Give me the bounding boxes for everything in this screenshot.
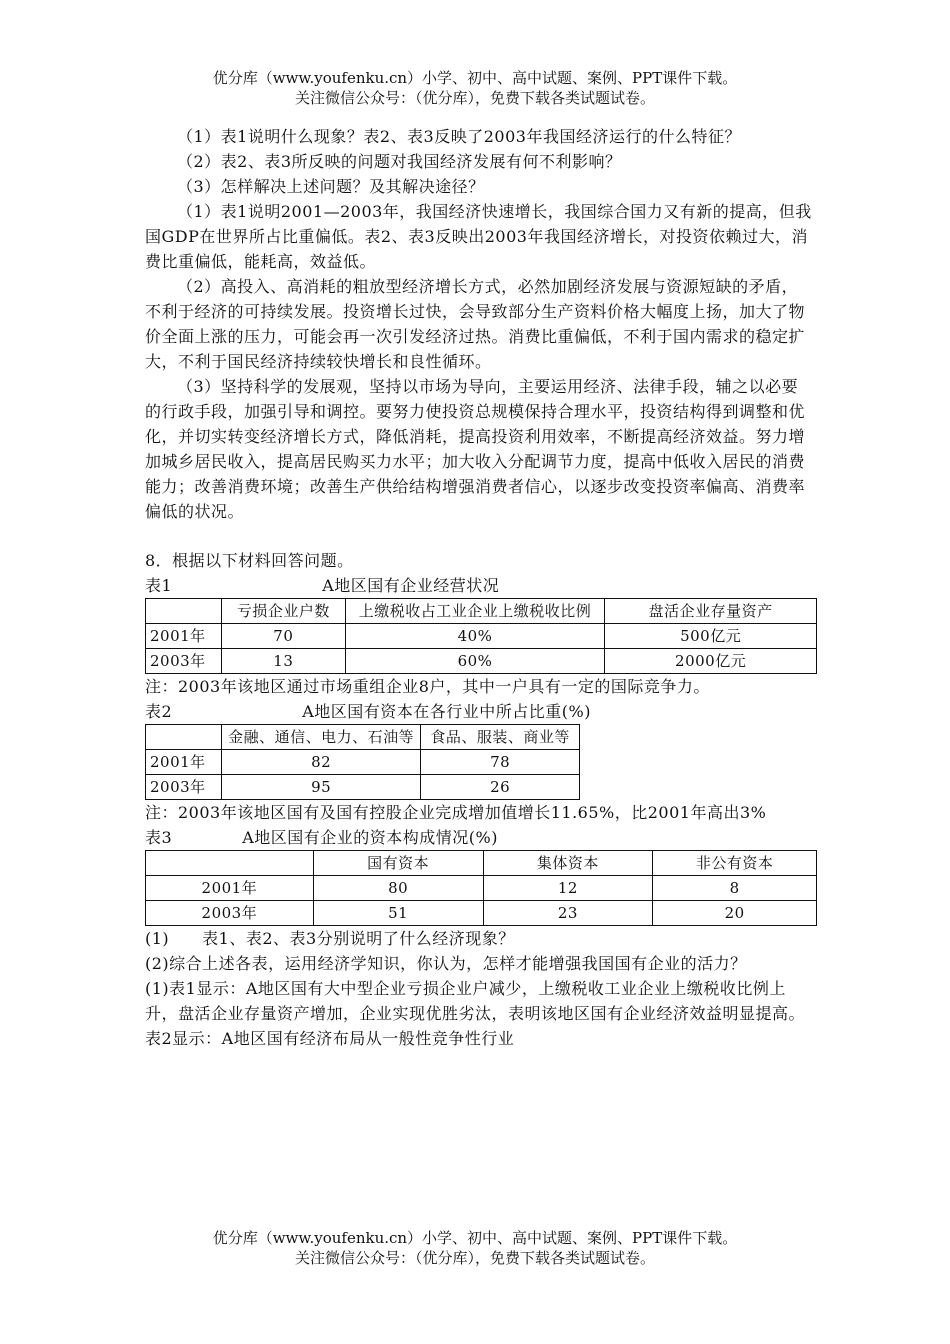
- table-row: [146, 649, 817, 674]
- table3-title: A地区国有企业的资本构成情况(%): [242, 828, 498, 847]
- table2-caption: [145, 699, 813, 724]
- table-cell: 2003年: [146, 649, 222, 674]
- table-header-cell: 非公有资本: [653, 851, 817, 876]
- page-footer: [0, 1228, 950, 1268]
- document-body: [145, 124, 813, 1051]
- table-header-cell: 上缴税收占工业企业上缴税收比例: [345, 599, 605, 624]
- table2-label: 表2: [145, 702, 173, 721]
- table-cell: 70: [221, 624, 345, 649]
- q7-question-2: （2）表2、表3所反映的问题对我国经济发展有何不利影响？: [177, 152, 622, 171]
- footer-line-2: 关注微信公众号：（优分库），免费下载各类试题试卷。: [294, 1249, 655, 1267]
- table-cell: 40%: [345, 624, 605, 649]
- table3: [145, 850, 817, 926]
- table-header-cell: 亏损企业户数: [221, 599, 345, 624]
- table-cell: 2001年: [146, 750, 222, 775]
- table-cell: 60%: [345, 649, 605, 674]
- page-header: [0, 68, 950, 108]
- q8-intro: 8．根据以下材料回答问题。: [145, 551, 354, 570]
- table1-note: 注：2003年该地区通过市场重组企业8户，其中一户具有一定的国际竞争力。: [145, 677, 710, 696]
- table-cell: 95: [221, 775, 420, 800]
- q8-question-1: (1) 表1、表2、表3分别说明了什么经济现象？: [145, 929, 515, 948]
- q8-answer: (1)表1显示：A地区国有大中型企业亏损企业户减少，上缴税收工业企业上缴税收比例上升，盘活企业存量资产增加，企业实现优胜劣汰，表明该地区国有企业经济效益明显提高。表2显示：A地区国有经济布局从一般性竞争性行业: [145, 979, 806, 1048]
- table-header-row: [146, 851, 817, 876]
- table-header-cell: 金融、通信、电力、石油等: [221, 725, 420, 750]
- table3-caption: [145, 825, 813, 850]
- table-row: [146, 750, 580, 775]
- table-cell: 26: [421, 775, 580, 800]
- table-header-cell: [146, 725, 222, 750]
- table-cell: 78: [421, 750, 580, 775]
- table-cell: 20: [653, 901, 817, 926]
- table-header-row: [146, 599, 817, 624]
- table-header-cell: 集体资本: [483, 851, 653, 876]
- table-cell: 8: [653, 876, 817, 901]
- table1-title: A地区国有企业经营状况: [322, 576, 500, 595]
- table-cell: 13: [221, 649, 345, 674]
- table-row: [146, 624, 817, 649]
- table-cell: 2003年: [146, 901, 314, 926]
- table-cell: 51: [313, 901, 483, 926]
- header-line-1: 优分库（www.youfenku.cn）小学、初中、高中试题、案例、PPT课件下载。: [212, 69, 738, 87]
- table-header-cell: [146, 599, 222, 624]
- table-header-cell: [146, 851, 314, 876]
- table-cell: 23: [483, 901, 653, 926]
- table-header-cell: 国有资本: [313, 851, 483, 876]
- table1: [145, 598, 817, 674]
- table-cell: 2003年: [146, 775, 222, 800]
- table1-caption: [145, 573, 813, 598]
- table-row: [146, 876, 817, 901]
- table-header-row: [146, 725, 580, 750]
- table-cell: 500亿元: [605, 624, 817, 649]
- table-cell: 80: [313, 876, 483, 901]
- q7-answer-3: （3）坚持科学的发展观，坚持以市场为导向，主要运用经济、法律手段，辅之以必要的行政手段，加强引导和调控。要努力使投资总规模保持合理水平，投资结构得到调整和优化，并切实转变经济增长方式，降低消耗，提高投资利用效率，不断提高经济效益。努力增加城乡居民收入，提高居民购买力水平；加大收入分配调节力度，提高中低收入居民的消费能力；改善消费环境；改善生产供给结构增强消费者信心，以逐步改变投资率偏高、消费率偏低的状况。: [145, 377, 806, 521]
- table2-note: 注：2003年该地区国有及国有控股企业完成增加值增长11.65%，比2001年高出3%: [145, 803, 767, 822]
- table-header-cell: 盘活企业存量资产: [605, 599, 817, 624]
- q7-question-3: （3）怎样解决上述问题？及其解决途径？: [177, 177, 485, 196]
- table2-title: A地区国有资本在各行业中所占比重(%): [302, 702, 591, 721]
- table3-label: 表3: [145, 828, 173, 847]
- table-row: [146, 775, 580, 800]
- q7-question-1: （1）表1说明什么现象？表2、表3反映了2003年我国经济运行的什么特征？: [177, 127, 741, 146]
- table-cell: 82: [221, 750, 420, 775]
- table-header-cell: 食品、服装、商业等: [421, 725, 580, 750]
- table-cell: 2001年: [146, 624, 222, 649]
- q8-question-2: (2)综合上述各表，运用经济学知识，你认为，怎样才能增强我国国有企业的活力？: [145, 954, 747, 973]
- q7-answer-1: （1）表1说明2001—2003年，我国经济快速增长，我国综合国力又有新的提高，但我国GDP在世界所占比重偏低。表2、表3反映出2003年我国经济增长，对投资依赖过大，消费比重偏低，能耗高，效益低。: [145, 202, 812, 271]
- header-line-2: 关注微信公众号：（优分库），免费下载各类试题试卷。: [294, 89, 655, 107]
- footer-line-1: 优分库（www.youfenku.cn）小学、初中、高中试题、案例、PPT课件下载。: [212, 1229, 738, 1247]
- q7-answer-2: （2）高投入、高消耗的粗放型经济增长方式，必然加剧经济发展与资源短缺的矛盾，不利于经济的可持续发展。投资增长过快，会导致部分生产资料价格大幅度上扬，加大了物价全面上涨的压力，可能会再一次引发经济过热。消费比重偏低，不利于国内需求的稳定扩大，不利于国民经济持续较快增长和良性循环。: [145, 277, 806, 371]
- table-row: [146, 901, 817, 926]
- table-cell: 2001年: [146, 876, 314, 901]
- table1-label: 表1: [145, 576, 173, 595]
- table-cell: 2000亿元: [605, 649, 817, 674]
- table-cell: 12: [483, 876, 653, 901]
- table2: [145, 724, 580, 800]
